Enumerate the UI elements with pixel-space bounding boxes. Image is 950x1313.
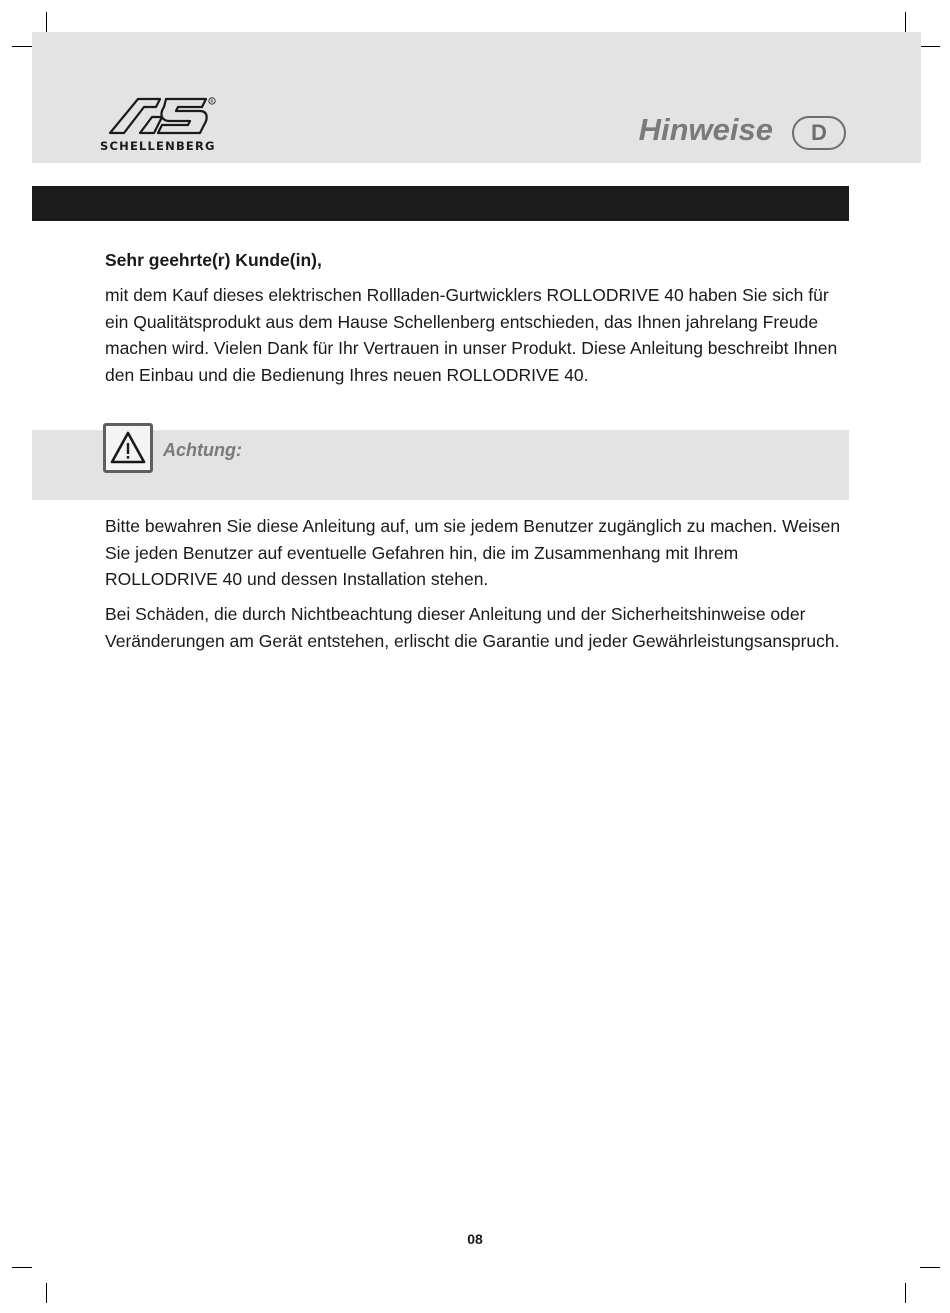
- crop-mark: [46, 12, 47, 32]
- crop-mark: [905, 1283, 906, 1303]
- brand-name: SCHELLENBERG: [100, 139, 216, 153]
- page-number: 08: [467, 1231, 483, 1247]
- warning-banner: [32, 430, 849, 500]
- language-badge: D: [792, 116, 846, 150]
- crop-mark: [46, 1283, 47, 1303]
- crop-mark: [920, 46, 940, 47]
- svg-text:R: R: [210, 100, 214, 105]
- crop-mark: [12, 1267, 32, 1268]
- crop-mark: [905, 12, 906, 32]
- salutation: Sehr geehrte(r) Kunde(in),: [105, 250, 322, 270]
- intro-paragraph: mit dem Kauf dieses elektrischen Rollladen-Gurtwicklers ROLLODRIVE 40 haben Sie sich für ein Qualitätsprodukt aus dem Hause Schellenberg entschieden, das Ihnen jahrelang Freude machen wird. Vielen Dank für Ihr Vertrauen in unser Produkt. Diese Anleitung beschreibt Ihnen den Einbau und die Bedienung Ihres neuen ROLLODRIVE 40.: [105, 285, 838, 385]
- warning-label: Achtung:: [163, 440, 242, 460]
- warning-paragraph: Bitte bewahren Sie diese Anleitung auf, um sie jedem Benutzer zugänglich zu machen. Weisen Sie jeden Benutzer auf eventuelle Gefahren hin, die im Zusammenhang mit Ihrem ROLLODRIVE 40 und dessen Installation stehen.: [105, 516, 841, 589]
- page-title: Hinweise: [638, 112, 773, 147]
- header-divider-bar: [32, 186, 849, 221]
- warning-icon: [103, 423, 153, 473]
- crop-mark: [12, 46, 32, 47]
- crop-mark: [920, 1267, 940, 1268]
- warning-paragraph: Bei Schäden, die durch Nichtbeachtung dieser Anleitung und der Sicherheitshinweise oder Veränderungen am Gerät entstehen, erlischt die Garantie und jeder Gewährleistungsanspruch.: [105, 604, 840, 651]
